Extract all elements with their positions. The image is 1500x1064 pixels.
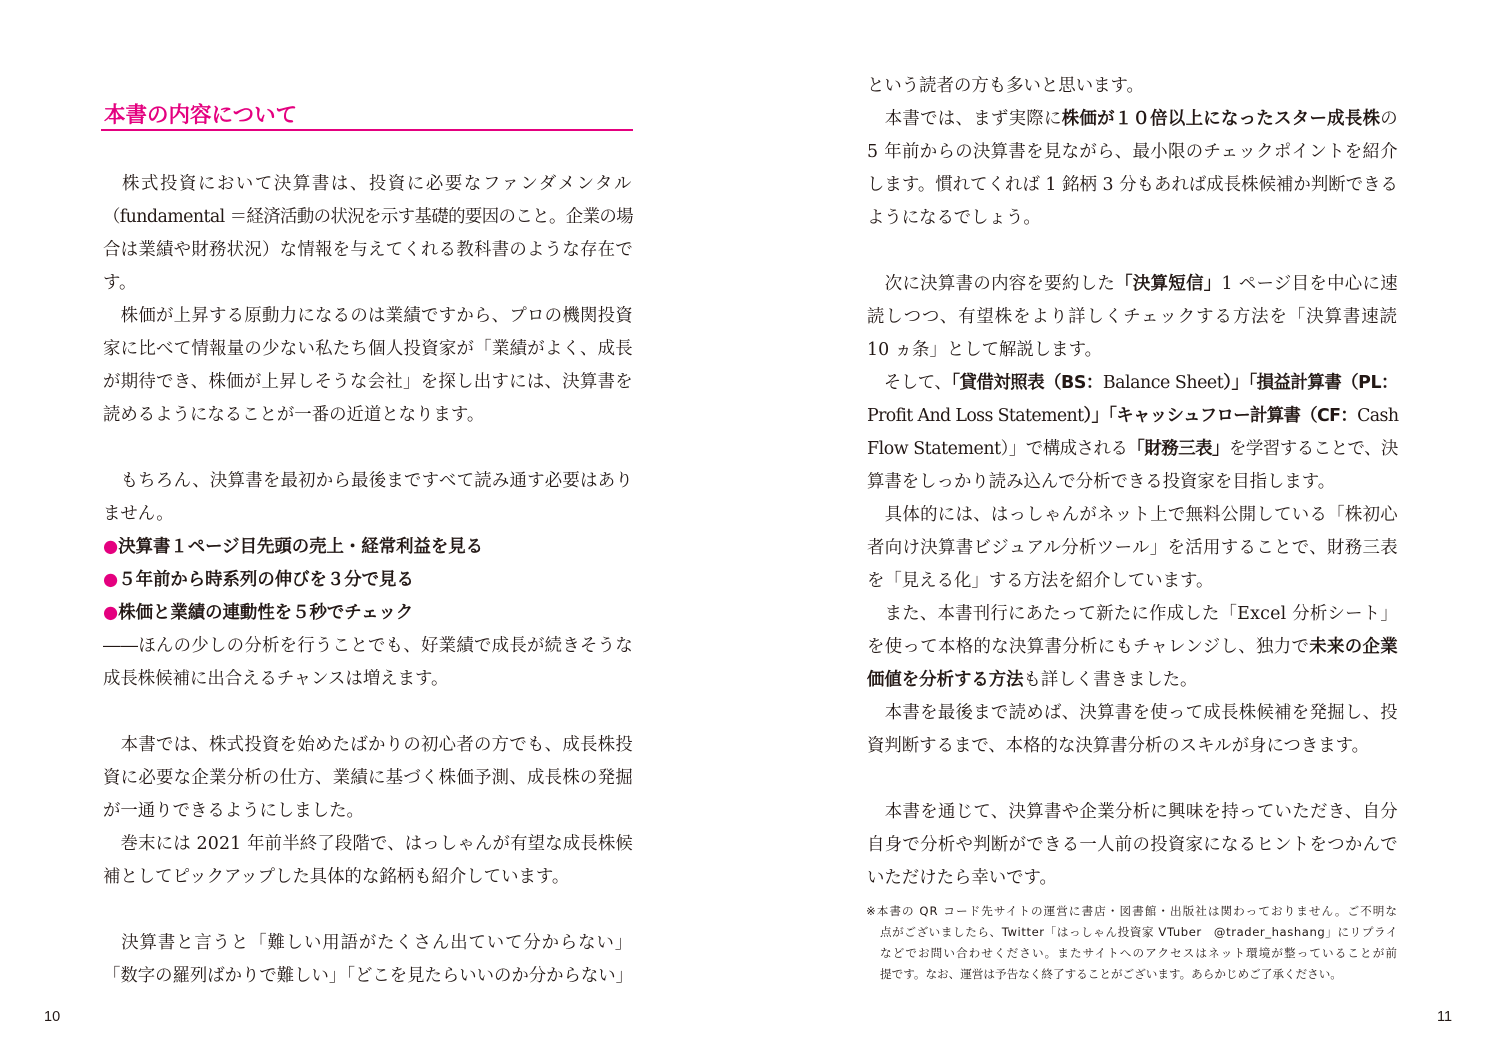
body-line <box>867 862 1398 895</box>
body-line <box>103 234 633 267</box>
footnote-text: などでお問い合わせください。またサイトへのアクセスはネット環境が整っていることが前 <box>880 946 1399 960</box>
body-line <box>867 202 1398 235</box>
text-run: 次に決算書の内容を要約した <box>867 274 1116 294</box>
body-line <box>867 400 1398 433</box>
text-run: 本書を通じて、決算書や企業分析に興味を持っていただき、自分 <box>867 802 1398 822</box>
body-line <box>103 795 633 828</box>
body-line <box>867 697 1398 730</box>
body-line <box>867 268 1398 301</box>
text-run: 家に比べて情報量の少ない私たち個人投資家が「業績がよく、成長 <box>103 339 633 359</box>
text-run: 具体的には、はっしゃんがネット上で無料公開している「株初心 <box>867 505 1398 525</box>
body-line <box>103 663 633 696</box>
body-line <box>867 532 1398 565</box>
body-line <box>103 531 633 564</box>
text-run: 合は業績や財務状況）な情報を与えてくれる教科書のような存在で <box>103 240 634 260</box>
text-run: 読めるようになることが一番の近道となります。 <box>103 405 485 425</box>
text-run: 本書では、まず実際に <box>867 109 1062 129</box>
page-number: 11 <box>1437 1009 1453 1025</box>
text-run: の <box>1380 109 1398 129</box>
footnote-line <box>866 901 1398 922</box>
body-line <box>867 334 1398 367</box>
bold-text: 株価が１０倍以上になったスター成長株 <box>1061 109 1381 129</box>
footnote-line <box>880 943 1398 964</box>
body-line <box>103 861 633 894</box>
text-run: 巻末には 2021 年前半終了段階で、はっしゃんが有望な成長株候 <box>103 834 633 854</box>
text-run: 成長株候補に出合えるチャンスは増えます。 <box>103 669 449 689</box>
body-line <box>867 103 1398 136</box>
section-heading <box>101 101 633 131</box>
footnote-line <box>880 964 1398 985</box>
body-line <box>103 465 633 498</box>
body-line <box>103 597 633 630</box>
text-run: が一通りできるようにしました。 <box>103 801 364 821</box>
text-run: 本書を最後まで読めば、決算書を使って成長株候補を発掘し、投 <box>867 703 1398 723</box>
bold-text: ５年前から時系列の伸びを３分で見る <box>118 570 414 590</box>
body-line <box>103 564 633 597</box>
bold-text: ）」「損益計算書（PL： <box>1223 373 1398 393</box>
text-run: ようになるでしょう。 <box>867 208 1041 228</box>
text-run: そして、 <box>867 373 952 393</box>
text-run: Balance Sheet <box>1102 373 1224 393</box>
text-run: ません。 <box>103 504 174 524</box>
left-page-body <box>103 168 633 993</box>
bullet-mark: ● <box>103 537 119 557</box>
text-run: 株価が上昇する原動力になるのは業績ですから、プロの機関投資 <box>103 306 634 326</box>
blank-line <box>103 432 633 465</box>
section-heading-text: 本書の内容について <box>104 103 298 128</box>
body-line <box>103 366 633 399</box>
text-run: を「見える化」する方法を紹介しています。 <box>867 571 1214 591</box>
blank-line <box>103 696 633 729</box>
text-run: を学習することで、決 <box>1229 439 1398 459</box>
text-run: また、本書刊行にあたって新たに作成した「Excel 分析シート」 <box>867 604 1398 624</box>
text-run: 5 年前からの決算書を見ながら、最小限のチェックポイントを紹介 <box>867 142 1399 162</box>
text-run: という読者の方も多いと思います。 <box>867 76 1144 96</box>
body-line <box>103 729 633 762</box>
text-run: もちろん、決算書を最初から最後まですべて読み通す必要はあり <box>103 471 634 491</box>
body-line <box>867 301 1398 334</box>
bullet-mark: ● <box>103 603 119 623</box>
body-line <box>867 631 1398 664</box>
body-line <box>867 829 1398 862</box>
text-run: （fundamental ＝経済活動の状況を示す基礎的要因のこと。企業の場 <box>103 207 634 227</box>
text-run: Profit And Loss Statement <box>867 406 1084 426</box>
body-line <box>867 136 1398 169</box>
body-line <box>867 466 1398 499</box>
text-run: Cash <box>1357 406 1399 426</box>
footnote-line <box>880 922 1398 943</box>
body-line <box>103 498 633 531</box>
bold-text: 「貸借対照表（BS： <box>951 373 1103 393</box>
text-run: 読しつつ、有望株をより詳しくチェックする方法を「決算書速読 <box>867 307 1398 327</box>
bold-text: 決算書１ページ目先頭の売上・経常利益を見る <box>118 537 484 557</box>
footnote-text: 点がございましたら、Twitter「はっしゃん投資家 VTuber @trader_hashang」にリプライ <box>880 925 1398 939</box>
bold-text: 価値を分析する方法 <box>867 670 1024 690</box>
body-line <box>867 169 1398 202</box>
text-run: 本書では、株式投資を始めたばかりの初心者の方でも、成長株投 <box>103 735 634 755</box>
body-line <box>867 730 1398 763</box>
footnote-text: 提です。なお、運営は予告なく終了することがございます。あらかじめご了承ください。 <box>880 967 1342 981</box>
text-run: 「数字の羅列ばかりで難しい」「どこを見たらいいのか分からない」 <box>103 966 633 986</box>
body-line <box>867 664 1398 697</box>
text-run: を使って本格的な決算書分析にもチャレンジし、独力で <box>867 637 1310 657</box>
text-run: 決算書と言うと「難しい用語がたくさん出ていて分からない」 <box>103 933 633 953</box>
body-line <box>867 796 1398 829</box>
text-run: 資判断するまで、本格的な決算書分析のスキルが身につきます。 <box>867 736 1370 756</box>
body-line <box>867 565 1398 598</box>
body-line <box>103 201 633 234</box>
body-line <box>103 927 633 960</box>
page-number: 10 <box>44 1009 61 1025</box>
body-line <box>103 630 633 663</box>
body-line <box>103 399 633 432</box>
text-run: 1 ページ目を中心に速 <box>1221 274 1398 294</box>
bold-text: 「財務三表」 <box>1127 439 1229 459</box>
blank-line <box>103 894 633 927</box>
right-page-body <box>867 70 1398 895</box>
text-run: す。 <box>103 273 137 293</box>
text-run: いただけたら幸いです。 <box>867 868 1057 888</box>
text-run: 者向け決算書ビジュアル分析ツール」を活用することで、財務三表 <box>867 538 1398 558</box>
body-line <box>103 828 633 861</box>
text-run: Flow Statement）」で構成される <box>867 439 1128 459</box>
body-line <box>103 168 633 201</box>
footnote-text: ※本書の QR コード先サイトの運営に書店・図書館・出版社は関わっておりません。ご不明な <box>866 904 1398 918</box>
body-line <box>867 367 1398 400</box>
text-run: 算書をしっかり読み込んで分析できる投資家を目指します。 <box>867 472 1336 492</box>
bold-text: 未来の企業 <box>1309 637 1398 657</box>
bold-text: 「決算短信」 <box>1115 274 1222 294</box>
text-run: します。慣れてくれば 1 銘柄 3 分もあれば成長株候補か判断できる <box>867 175 1398 195</box>
text-run: 資に必要な企業分析の仕方、業績に基づく株価予測、成長株の発掘 <box>103 768 634 788</box>
bold-text: 株価と業績の連動性を５秒でチェック <box>118 603 414 623</box>
text-run: 自身で分析や判断ができる一人前の投資家になるヒントをつかんで <box>867 835 1398 855</box>
text-run: 10 ヵ条」として解説します。 <box>867 340 1102 360</box>
text-run: が期待でき、株価が上昇しそうな会社」を探し出すには、決算書を <box>103 372 633 392</box>
blank-line <box>867 763 1398 796</box>
bold-text: ）」「キャッシュフロー計算書（CF： <box>1083 406 1358 426</box>
body-line <box>867 499 1398 532</box>
body-line <box>103 762 633 795</box>
right-page <box>750 0 1500 1064</box>
blank-line <box>867 235 1398 268</box>
body-line <box>867 598 1398 631</box>
body-line <box>103 333 633 366</box>
body-line <box>103 300 633 333</box>
text-run: 補としてピックアップした具体的な銘柄も紹介しています。 <box>103 867 570 887</box>
body-line <box>867 433 1398 466</box>
footnote <box>866 901 1398 985</box>
text-run: 株式投資において決算書は、投資に必要なファンダメンタル <box>103 174 634 194</box>
bullet-mark: ● <box>103 570 119 590</box>
text-run: ――ほんの少しの分析を行うことでも、好業績で成長が続きそうな <box>103 636 634 656</box>
text-run: も詳しく書きました。 <box>1023 670 1198 690</box>
body-line <box>103 960 633 993</box>
body-line <box>103 267 633 300</box>
body-line <box>867 70 1398 103</box>
